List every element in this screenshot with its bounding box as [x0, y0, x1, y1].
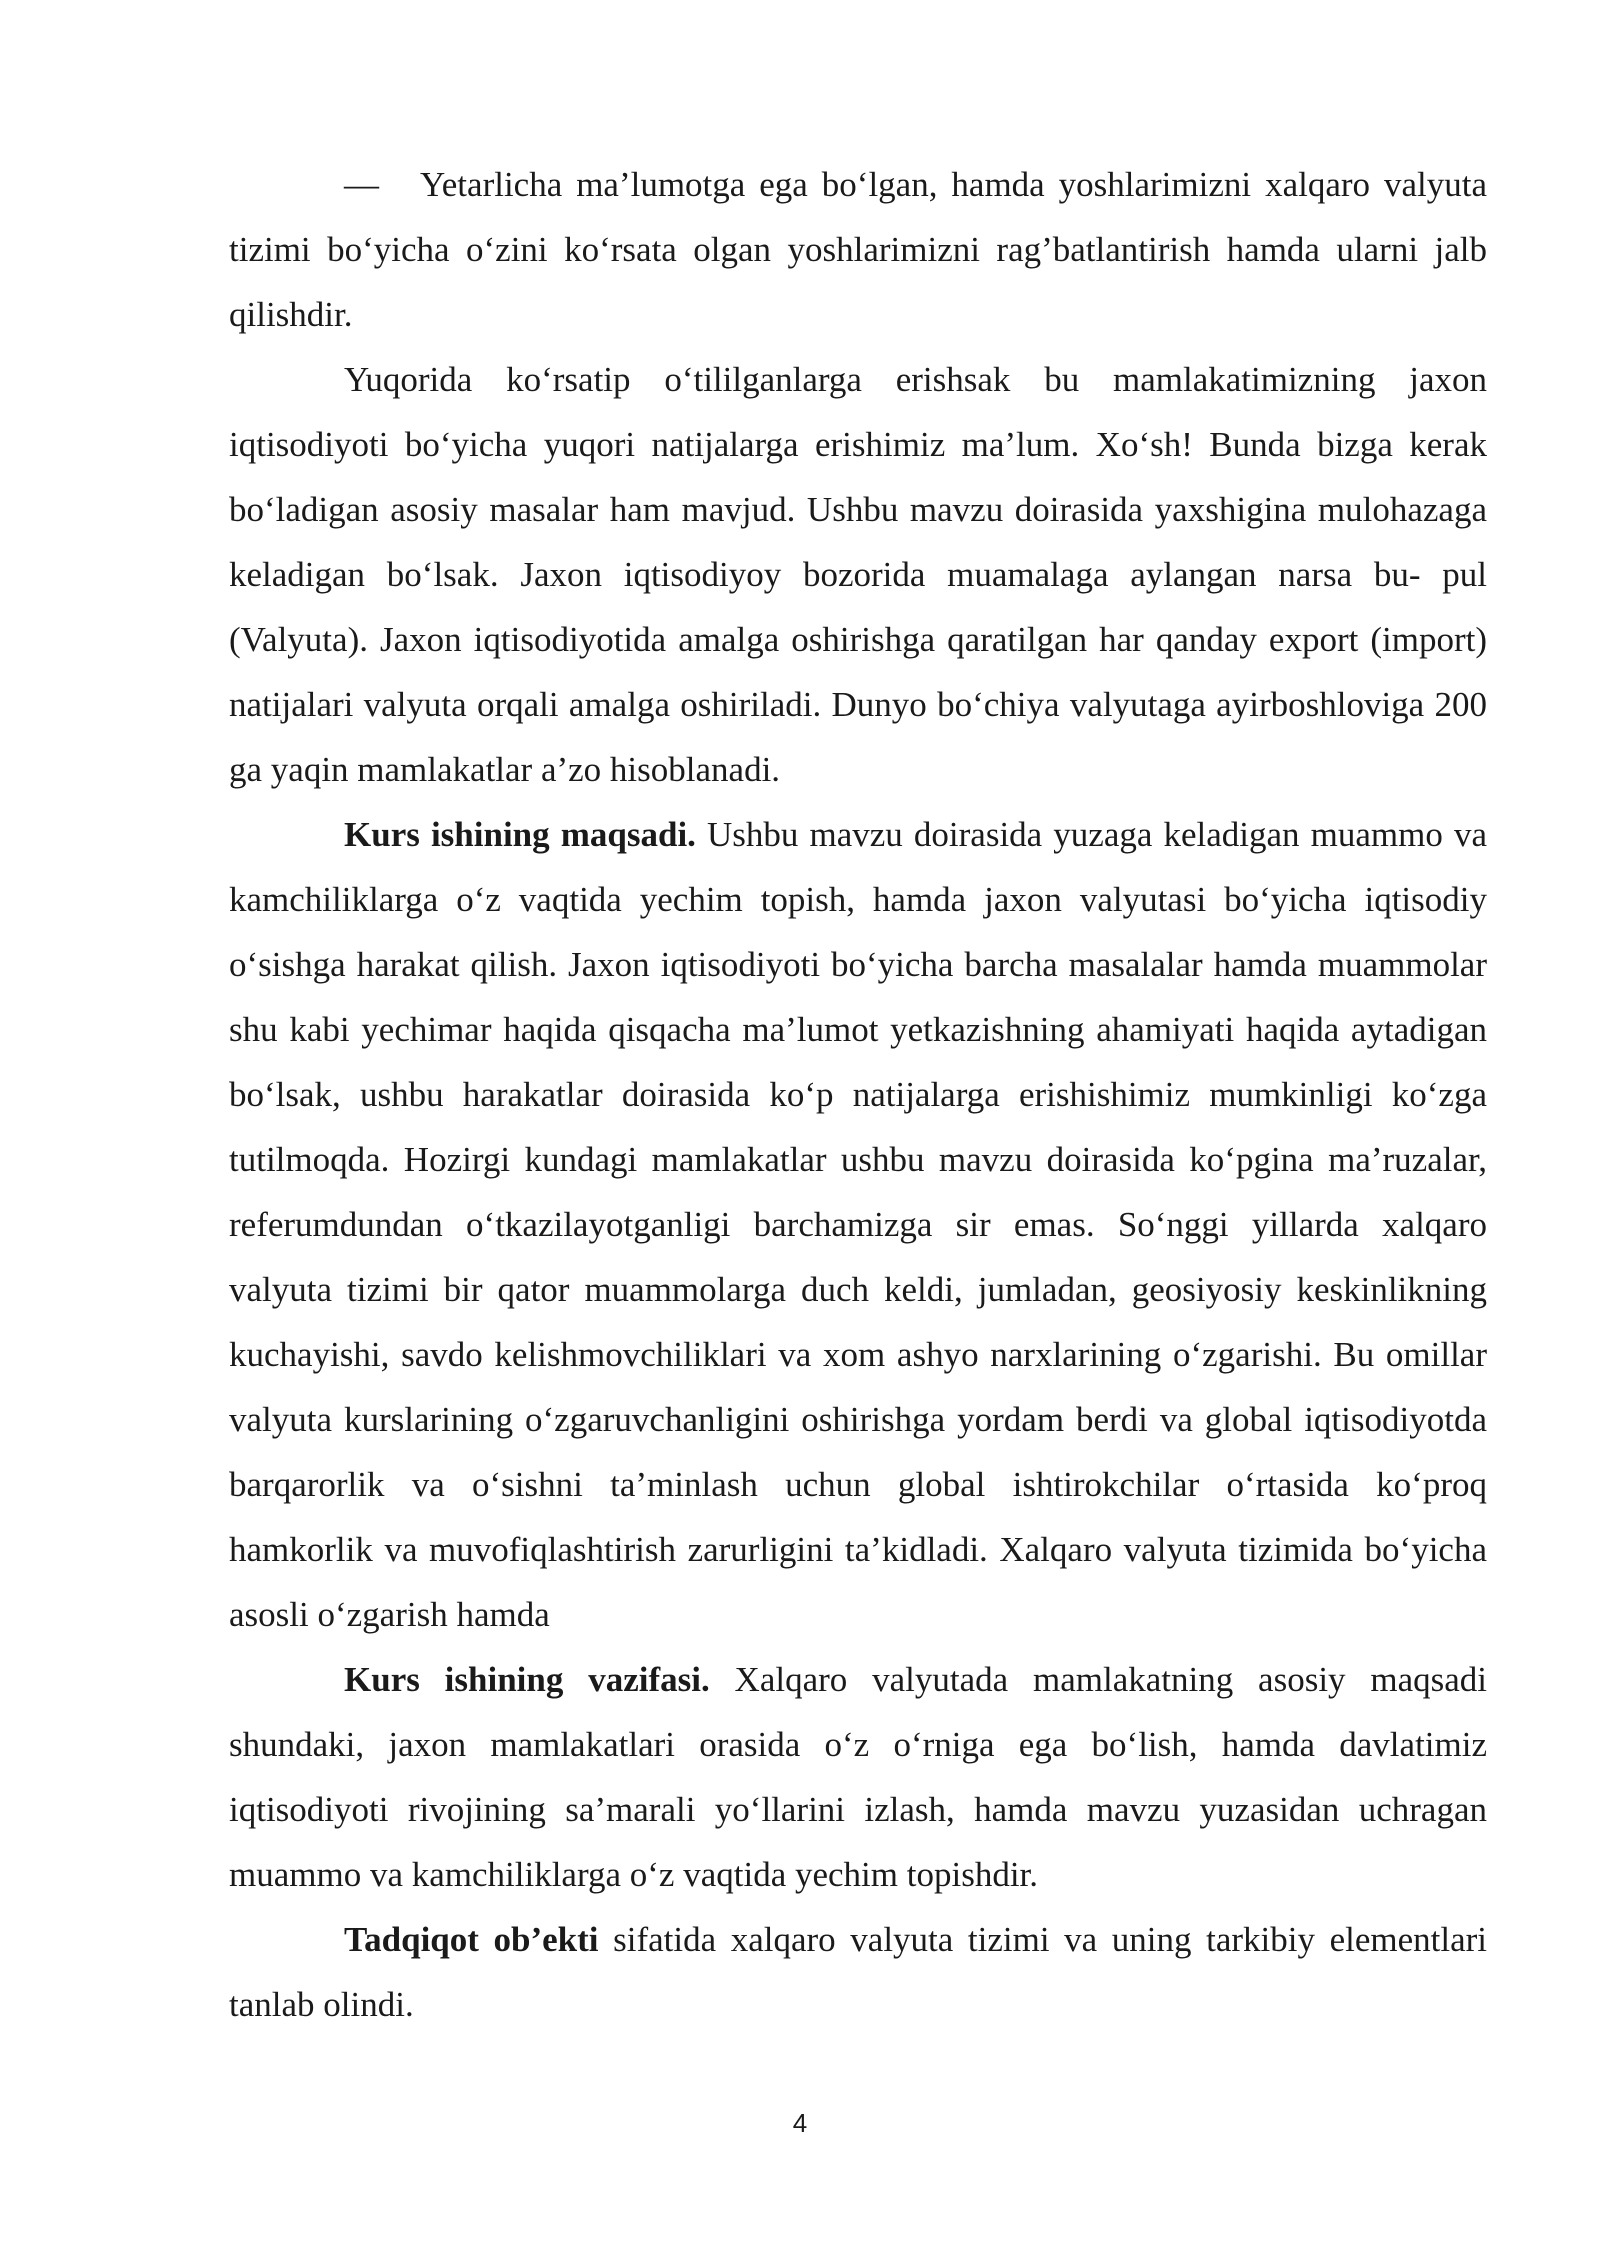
task-paragraph: [229, 1647, 1487, 1907]
object-heading: Tadqiqot ob’ekti: [344, 1920, 599, 1959]
document-body: [229, 152, 1487, 2037]
intro-paragraph: Yuqorida ko‘rsatip o‘tililganlarga erishsak bu mamlakatimizning jaxon iqtisodiyoti bo‘yicha yuqori natijalarga erishimiz ma’lum. Xo‘sh! Bunda bizga kerak bo‘ladigan asosiy masalar ham mavjud. Ushbu mavzu doirasida yaxshigina mulohazaga keladigan bo‘lsak. Jaxon iqtisodiyoy bozorida muamalaga aylangan narsa bu- pul (Valyuta). Jaxon iqtisodiyotida amalga oshirishga qaratilgan har qanday export (import) natijalari valyuta orqali amalga oshiriladi. Dunyo bo‘chiya valyutaga ayirboshloviga 200 ga yaqin mamlakatlar a’zo hisoblanadi.: [229, 360, 1487, 789]
object-text: sifatida xalqaro valyuta tizimi va uning tarkibiy elementlari tanlab olindi.: [229, 1920, 1487, 2024]
em-dash: —: [344, 165, 379, 204]
page-number: 4: [792, 2108, 808, 2138]
goal-paragraph: [229, 802, 1487, 1647]
task-text: Xalqaro valyutada mamlakatning asosiy maqsadi shundaki, jaxon mamlakatlari orasida o‘z o‘rniga ega bo‘lish, hamda davlatimiz iqtisodiyoti rivojining sa’marali yo‘llarini izlash, hamda mavzu yuzasidan uchragan muammo va kamchiliklarga o‘z vaqtida yechim topishdir.: [229, 1660, 1488, 1894]
object-paragraph: [229, 1907, 1487, 2037]
goal-text: Ushbu mavzu doirasida yuzaga keladigan muammo va kamchiliklarga o‘z vaqtida yechim topish, hamda jaxon valyutasi bo‘yicha iqtisodiy o‘sishga harakat qilish. Jaxon iqtisodiyoti bo‘yicha barcha masalalar hamda muammolar shu kabi yechimar haqida qisqacha ma’lumot yetkazishning ahamiyati haqida aytadigan bo‘lsak, ushbu harakatlar doirasida ko‘p natijalarga erishishimiz mumkinligi ko‘zga tutilmoqda. Hozirgi kundagi mamlakatlar ushbu mavzu doirasida ko‘pgina ma’ruzalar, referumdundan o‘tkazilayotganligi barchamizga sir emas. So‘nggi yillarda xalqaro valyuta tizimi bir qator muammolarga duch keldi, jumladan, geosiyosiy keskinlikning kuchayishi, savdo kelishmovchiliklari va xom ashyo narxlarining o‘zgarishi. Bu omillar valyuta kurslarining o‘zgaruvchanligini oshirishga yordam berdi va global iqtisodiyotda barqarorlik va o‘sishni ta’minlash uchun global ishtirokchilar o‘rtasida ko‘proq hamkorlik va muvofiqlashtirish zarurligini ta’kidladi. Xalqaro valyuta tizimida bo‘yicha asosli o‘zgarish hamda: [229, 815, 1487, 1634]
bullet-paragraph: [229, 152, 1487, 347]
bullet-text: Yetarlicha ma’lumotga ega bo‘lgan, hamda yoshlarimizni xalqaro valyuta tizimi bo‘yicha o‘zini ko‘rsata olgan yoshlarimizni rag’batlantirish hamda ularni jalb qilishdir.: [229, 165, 1487, 334]
goal-heading: Kurs ishining maqsadi.: [344, 815, 696, 854]
task-heading: Kurs ishining vazifasi.: [344, 1660, 710, 1699]
